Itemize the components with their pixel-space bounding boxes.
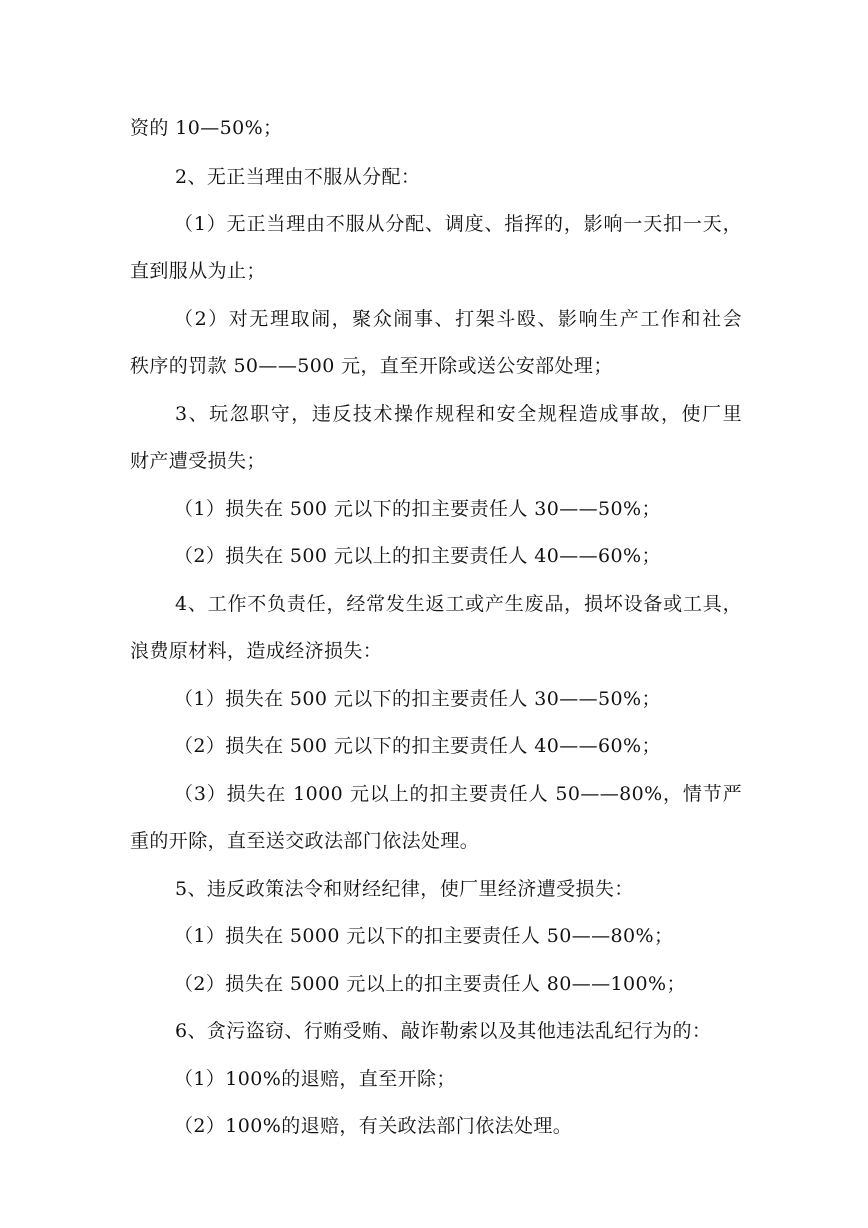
text-line: （2）损失在 500 元以上的扣主要责任人 40——60%；	[174, 545, 661, 567]
text-line: （1）100%的退赔，直至开除；	[174, 1068, 456, 1090]
text-line: （2）损失在 5000 元以上的扣主要责任人 80——100%；	[174, 973, 686, 995]
text-line: 秩序的罚款 50——500 元，直至开除或送公安部处理；	[130, 355, 613, 377]
section-heading: 4、工作不负责任，经常发生返工或产生废品，损坏设备或工具，	[175, 593, 742, 615]
section-heading: 6、贪污盗窃、行贿受贿、敲诈勒索以及其他违法乱纪行为的：	[175, 1020, 712, 1042]
text-line: 重的开除，直至送交政法部门依法处理。	[130, 830, 480, 852]
section-heading: 2、无正当理由不服从分配：	[175, 166, 421, 188]
text-line: （1）损失在 500 元以下的扣主要责任人 30——50%；	[174, 498, 661, 520]
text-line: 资的 10—50%；	[130, 117, 283, 139]
section-heading: 5、违反政策法令和财经纪律，使厂里经济遭受损失：	[175, 878, 634, 900]
text-line: （1）无正当理由不服从分配、调度、指挥的，影响一天扣一天，	[174, 213, 742, 235]
text-line: （3）损失在 1000 元以上的扣主要责任人 50——80%，情节严	[174, 783, 742, 805]
text-line: 财产遭受损失；	[130, 450, 266, 472]
text-line: 直到服从为止；	[130, 260, 266, 282]
section-heading: 3、玩忽职守，违反技术操作规程和安全规程造成事故，使厂里	[175, 403, 742, 425]
text-line: （1）损失在 5000 元以下的扣主要责任人 50——80%；	[174, 925, 674, 947]
text-line: 浪费原材料，造成经济损失：	[130, 640, 383, 662]
text-line: （1）损失在 500 元以下的扣主要责任人 30——50%；	[174, 688, 661, 710]
text-line: （2）损失在 500 元以下的扣主要责任人 40——60%；	[174, 735, 661, 757]
text-line: （2）100%的退赔，有关政法部门依法处理。	[174, 1115, 573, 1137]
text-line: （2）对无理取闹，聚众闹事、打架斗殴、影响生产工作和社会	[174, 308, 742, 330]
